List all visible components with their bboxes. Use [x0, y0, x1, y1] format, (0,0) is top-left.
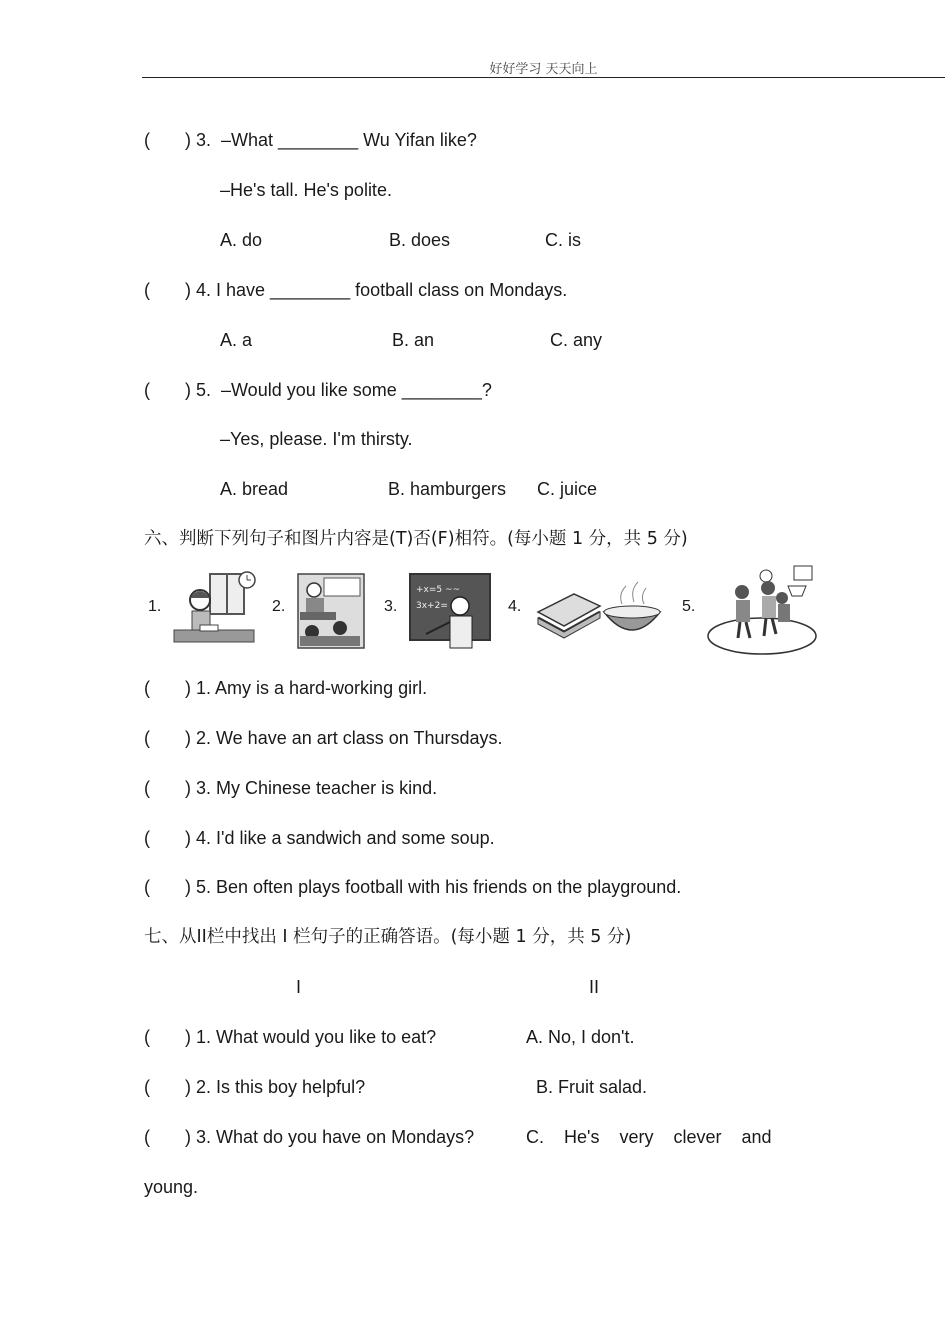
question-5-reply: –Yes, please. I'm thirsty. — [220, 429, 413, 449]
q5-option-c: C. juice — [537, 479, 598, 499]
section-7-title: 七、从II栏中找出 I 栏句子的正确答语。(每小题 1 分，共 5 分) — [144, 927, 632, 947]
question-3-reply: –He's tall. He's polite. — [220, 180, 392, 200]
sandwich-soup-icon — [534, 572, 664, 648]
judge-item-1: ( ) 1. Amy is a hard-working girl. — [144, 678, 428, 698]
pic-number-4: 4. — [508, 598, 522, 615]
q5-option-a: A. bread — [220, 479, 289, 499]
q4-option-b: B. an — [392, 330, 435, 350]
match-answer-b: B. Fruit salad. — [536, 1077, 648, 1097]
question-5: ( ) 5. –Would you like some ________? — [144, 380, 492, 400]
judge-item-2: ( ) 2. We have an art class on Thursdays. — [144, 728, 503, 748]
judge-item-4: ( ) 4. I'd like a sandwich and some soup. — [144, 828, 495, 848]
match-question-1: ( ) 1. What would you like to eat? — [144, 1027, 437, 1047]
svg-text:3x+2=: 3x+2= — [416, 601, 448, 611]
girl-studying-icon — [170, 568, 260, 652]
header-rule — [142, 77, 945, 78]
judge-item-3: ( ) 3. My Chinese teacher is kind. — [144, 778, 438, 798]
match-answer-a: A. No, I don't. — [526, 1027, 635, 1047]
classroom-icon — [296, 572, 366, 650]
q4-option-c: C. any — [550, 330, 603, 350]
header-text: 好好学习 天天向上 — [489, 62, 598, 77]
pic-number-3: 3. — [384, 598, 398, 615]
q3-option-c: C. is — [545, 230, 581, 250]
q4-option-a: A. a — [220, 330, 253, 350]
column-1-heading: I — [296, 977, 302, 997]
match-question-2: ( ) 2. Is this boy helpful? — [144, 1077, 366, 1097]
pic-number-2: 2. — [272, 598, 286, 615]
page-header — [142, 58, 945, 77]
question-3: ( ) 3. –What ________ Wu Yifan like? — [144, 130, 477, 150]
judge-item-5: ( ) 5. Ben often plays football with his friends on the playground. — [144, 877, 682, 897]
column-2-heading: II — [589, 977, 600, 997]
q3-option-a: A. do — [220, 230, 263, 250]
match-question-3: ( ) 3. What do you have on Mondays? — [144, 1127, 475, 1147]
svg-text:+x=5 ~~: +x=5 ~~ — [416, 585, 461, 595]
picture-row — [142, 562, 832, 662]
question-4: ( ) 4. I have ________ football class on Mondays. — [144, 280, 568, 300]
pic-number-5: 5. — [682, 598, 696, 615]
basketball-players-icon — [706, 562, 820, 658]
match-answer-c: C. He's very clever and — [526, 1127, 772, 1147]
q3-option-b: B. does — [389, 230, 451, 250]
section-6-title: 六、判断下列句子和图片内容是(T)否(F)相符。(每小题 1 分，共 5 分) — [144, 529, 688, 549]
teacher-blackboard-icon — [408, 570, 492, 650]
q5-option-b: B. hamburgers — [388, 479, 507, 499]
pic-number-1: 1. — [148, 598, 162, 615]
match-answer-c-wrap: young. — [144, 1177, 199, 1197]
